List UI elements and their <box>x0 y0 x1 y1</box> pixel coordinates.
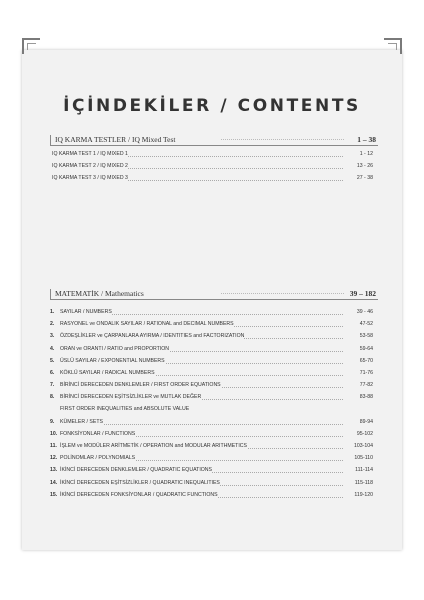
entry-pages: 53-58 <box>359 333 373 340</box>
toc-entry <box>50 175 373 184</box>
entry-label: İKİNCİ DERECEDEN DENKLEMLER / QUADRATIC EQUATIONS <box>60 467 212 474</box>
toc-entry <box>50 321 373 330</box>
toc-entry <box>50 151 373 160</box>
entry-pages: 77-82 <box>359 382 373 389</box>
entry-pages: 59-64 <box>359 345 373 352</box>
corner-ornament-icon <box>384 38 402 54</box>
entry-pages: 13 - 26 <box>356 163 373 169</box>
entry-number: 2. <box>50 321 55 328</box>
entry-pages: 103-104 <box>353 443 373 449</box>
entry-pages: 65-70 <box>359 357 373 364</box>
entry-label: IQ KARMA TEST 2 / IQ MIXED 2 <box>52 163 128 169</box>
entry-pages: 39 - 46 <box>356 309 373 315</box>
entry-pages: 111-114 <box>355 467 373 474</box>
entry-pages: 1 - 12 <box>359 151 373 157</box>
toc-entry <box>50 333 373 342</box>
entry-label: IQ KARMA TEST 1 / IQ MIXED 1 <box>52 151 128 157</box>
toc-entry <box>50 346 373 355</box>
entry-number: 7. <box>50 382 55 389</box>
entry-label: İKİNCİ DERECEDEN FONKSİYONLAR / QUADRATIC FUNCTIONS <box>60 491 218 498</box>
entry-label: FONKSİYONLAR / FUNCTIONS <box>60 430 136 437</box>
book-page <box>22 50 402 550</box>
entry-label: IQ KARMA TEST 3 / IQ MIXED 3 <box>52 175 128 181</box>
entry-pages: 119-120 <box>354 491 373 498</box>
entry-pages: 89-94 <box>359 418 373 425</box>
entry-number: 13. <box>50 467 58 474</box>
math-heading-pages: 39 – 182 <box>349 289 376 298</box>
toc-entry <box>50 480 373 489</box>
toc-entry <box>50 419 373 428</box>
entry-label: BİRİNCİ DERECEDEN EŞİTSİZLİKLER ve MUTLAK DEĞER <box>60 394 202 401</box>
toc-entry <box>50 394 373 403</box>
entry-pages: 95-102 <box>356 430 373 437</box>
entry-label: RASYONEL ve ONDALIK SAYILAR / RATIONAL and DECIMAL NUMBERS <box>60 321 234 328</box>
entry-label: ÖZDEŞLİKLER ve ÇARPANLARA AYIRMA / IDENTITIES and FACTORIZATION <box>60 333 245 340</box>
page-title: İÇİNDEKİLER / CONTENTS <box>63 96 361 116</box>
math-section-heading <box>50 289 378 300</box>
entry-label: ÜSLÜ SAYILAR / EXPONENTIAL NUMBERS <box>60 357 165 364</box>
iq-heading-pages: 1 – 38 <box>357 135 376 144</box>
entry-pages: 27 - 38 <box>356 175 373 181</box>
entry-number: 11. <box>50 443 57 449</box>
entry-number: 8. <box>50 394 55 401</box>
entry-label: KÖKLÜ SAYILAR / RADICAL NUMBERS <box>60 370 155 376</box>
toc-entry <box>50 443 373 452</box>
leader-dots <box>221 293 344 294</box>
entry-label: POLİNOMLAR / POLYNOMIALS <box>60 455 136 462</box>
toc-entry <box>50 358 373 367</box>
entry-number: 14. <box>50 479 58 486</box>
entry-number: 3. <box>50 333 55 340</box>
entry-label: SAYILAR / NUMBERS <box>60 309 112 315</box>
entry-label: İŞLEM ve MODÜLER ARİTMETİK / OPERATION and MODULAR ARITHMETICS <box>60 443 247 449</box>
toc-entry <box>50 431 373 440</box>
toc-entry <box>50 309 373 318</box>
toc-entry <box>50 467 373 476</box>
entry-number: 12. <box>50 455 58 462</box>
toc-entry <box>50 163 373 172</box>
entry-pages: 71-76 <box>359 370 373 376</box>
entry-number: 15. <box>50 491 58 498</box>
math-heading-label: MATEMATİK / Mathematics <box>55 289 144 298</box>
iq-section-heading <box>50 135 378 146</box>
iq-heading-label: IQ KARMA TESTLER / IQ Mixed Test <box>55 135 176 144</box>
corner-ornament-icon <box>22 38 40 54</box>
toc-entry <box>50 492 373 501</box>
entry-number: 5. <box>50 357 55 364</box>
entry-pages: 115-118 <box>354 479 373 486</box>
entry-pages: 105-110 <box>354 455 373 462</box>
toc-entry <box>50 455 373 464</box>
entry-pages: 47-52 <box>359 321 373 328</box>
entry-label: İKİNCİ DERECEDEN EŞİTSİZLİKLER / QUADRATIC INEQUALITIES <box>60 479 220 486</box>
leader-dots <box>221 139 344 140</box>
entry-number: 1. <box>50 309 55 315</box>
entry-number: 6. <box>50 370 55 376</box>
toc-entry <box>50 382 373 391</box>
entry-pages: 83-88 <box>359 394 373 401</box>
entry-label-continuation: FIRST ORDER INEQUALITIES and ABSOLUTE VALUE <box>60 405 190 412</box>
entry-number: 4. <box>50 345 55 352</box>
entry-label: KÜMELER / SETS <box>60 418 103 425</box>
entry-number: 10. <box>50 430 58 437</box>
entry-label: BİRİNCİ DERECEDEN DENKLEMLER / FIRST ORDER EQUATIONS <box>60 382 221 389</box>
entry-number: 9. <box>50 418 55 425</box>
entry-label: ORAN ve ORANTI / RATIO and PROPORTION <box>60 345 170 352</box>
toc-entry <box>50 370 373 379</box>
